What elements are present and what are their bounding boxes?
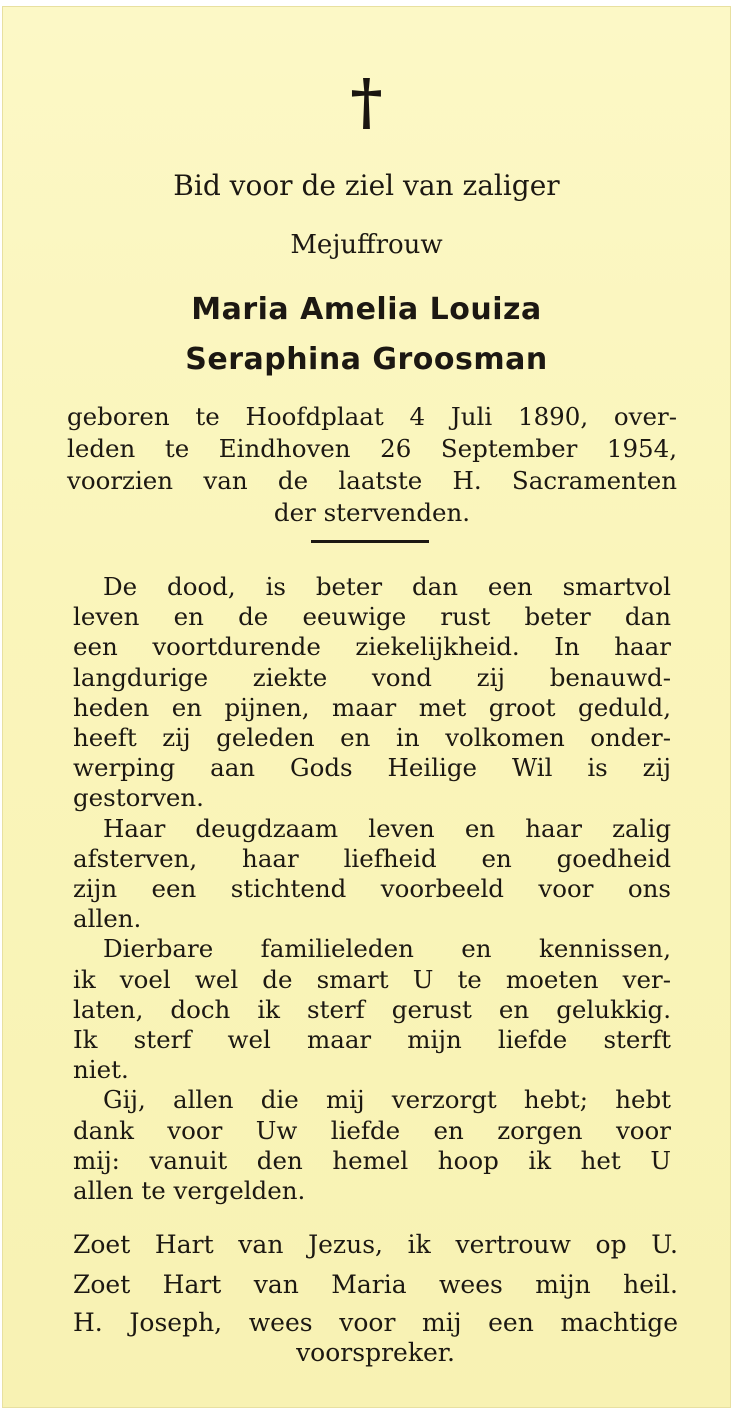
text-line: afsterven, haar liefheid en goedheid <box>73 843 671 873</box>
text-line: mij: vanuit den hemel hoop ik het U <box>73 1145 671 1175</box>
closing-prayer-line: Zoet Hart van Maria wees mijn heil. <box>73 1270 678 1299</box>
birth-line: leden te Eindhoven 26 September 1954, <box>67 434 677 463</box>
text-line: gestorven. <box>73 783 204 813</box>
text-line: laten, doch ik sterf gerust en gelukkig. <box>73 994 671 1024</box>
closing-prayer-line: voorspreker. <box>296 1338 455 1367</box>
honorific-title: Mejuffrouw <box>290 230 443 260</box>
prayer-intro: Bid voor de ziel van zaliger <box>173 169 560 202</box>
deceased-name-line-2: Seraphina Groosman <box>185 342 548 377</box>
text-line: dank voor Uw liefde en zorgen voor <box>73 1115 671 1145</box>
text-line: heden en pijnen, maar met groot geduld, <box>73 692 671 722</box>
deceased-name-line-1: Maria Amelia Louiza <box>191 292 542 327</box>
text-line: heeft zij geleden en in volkomen onder- <box>73 723 671 753</box>
birth-death-paragraph <box>67 401 677 529</box>
text-line: Haar deugdzaam leven en haar zalig <box>103 813 671 843</box>
text-line: Gij, allen die mij verzorgt hebt; hebt <box>103 1085 671 1115</box>
birth-line: geboren te Hoofdplaat 4 Juli 1890, over- <box>67 402 677 431</box>
text-line: leven en de eeuwige rust beter dan <box>73 602 671 632</box>
memorial-text <box>73 572 671 1206</box>
text-line: allen te vergelden. <box>73 1176 306 1206</box>
memorial-card <box>2 6 731 1408</box>
text-line: een voortdurende ziekelijkheid. In haar <box>73 632 671 662</box>
divider-rule <box>311 540 429 543</box>
text-line: langdurige ziekte vond zij benauwd- <box>73 662 671 692</box>
text-line: Ik sterf wel maar mijn liefde sterft <box>73 1025 671 1055</box>
cross-icon: † <box>350 65 383 138</box>
birth-line: der stervenden. <box>273 498 471 527</box>
text-line: niet. <box>73 1055 129 1085</box>
text-line: ik voel wel de smart U te moeten ver- <box>73 964 671 994</box>
text-line: De dood, is beter dan een smartvol <box>103 572 671 601</box>
text-line: zijn een stichtend voorbeeld voor ons <box>73 874 671 904</box>
closing-prayer-line: Zoet Hart van Jezus, ik vertrouw op U. <box>73 1230 678 1259</box>
birth-line: voorzien van de laatste H. Sacramenten <box>67 466 677 495</box>
text-line: Dierbare familieleden en kennissen, <box>103 934 671 964</box>
text-line: werping aan Gods Heilige Wil is zij <box>73 753 671 783</box>
text-line: allen. <box>73 904 142 934</box>
closing-prayer-line: H. Joseph, wees voor mij een machtige <box>73 1308 678 1337</box>
